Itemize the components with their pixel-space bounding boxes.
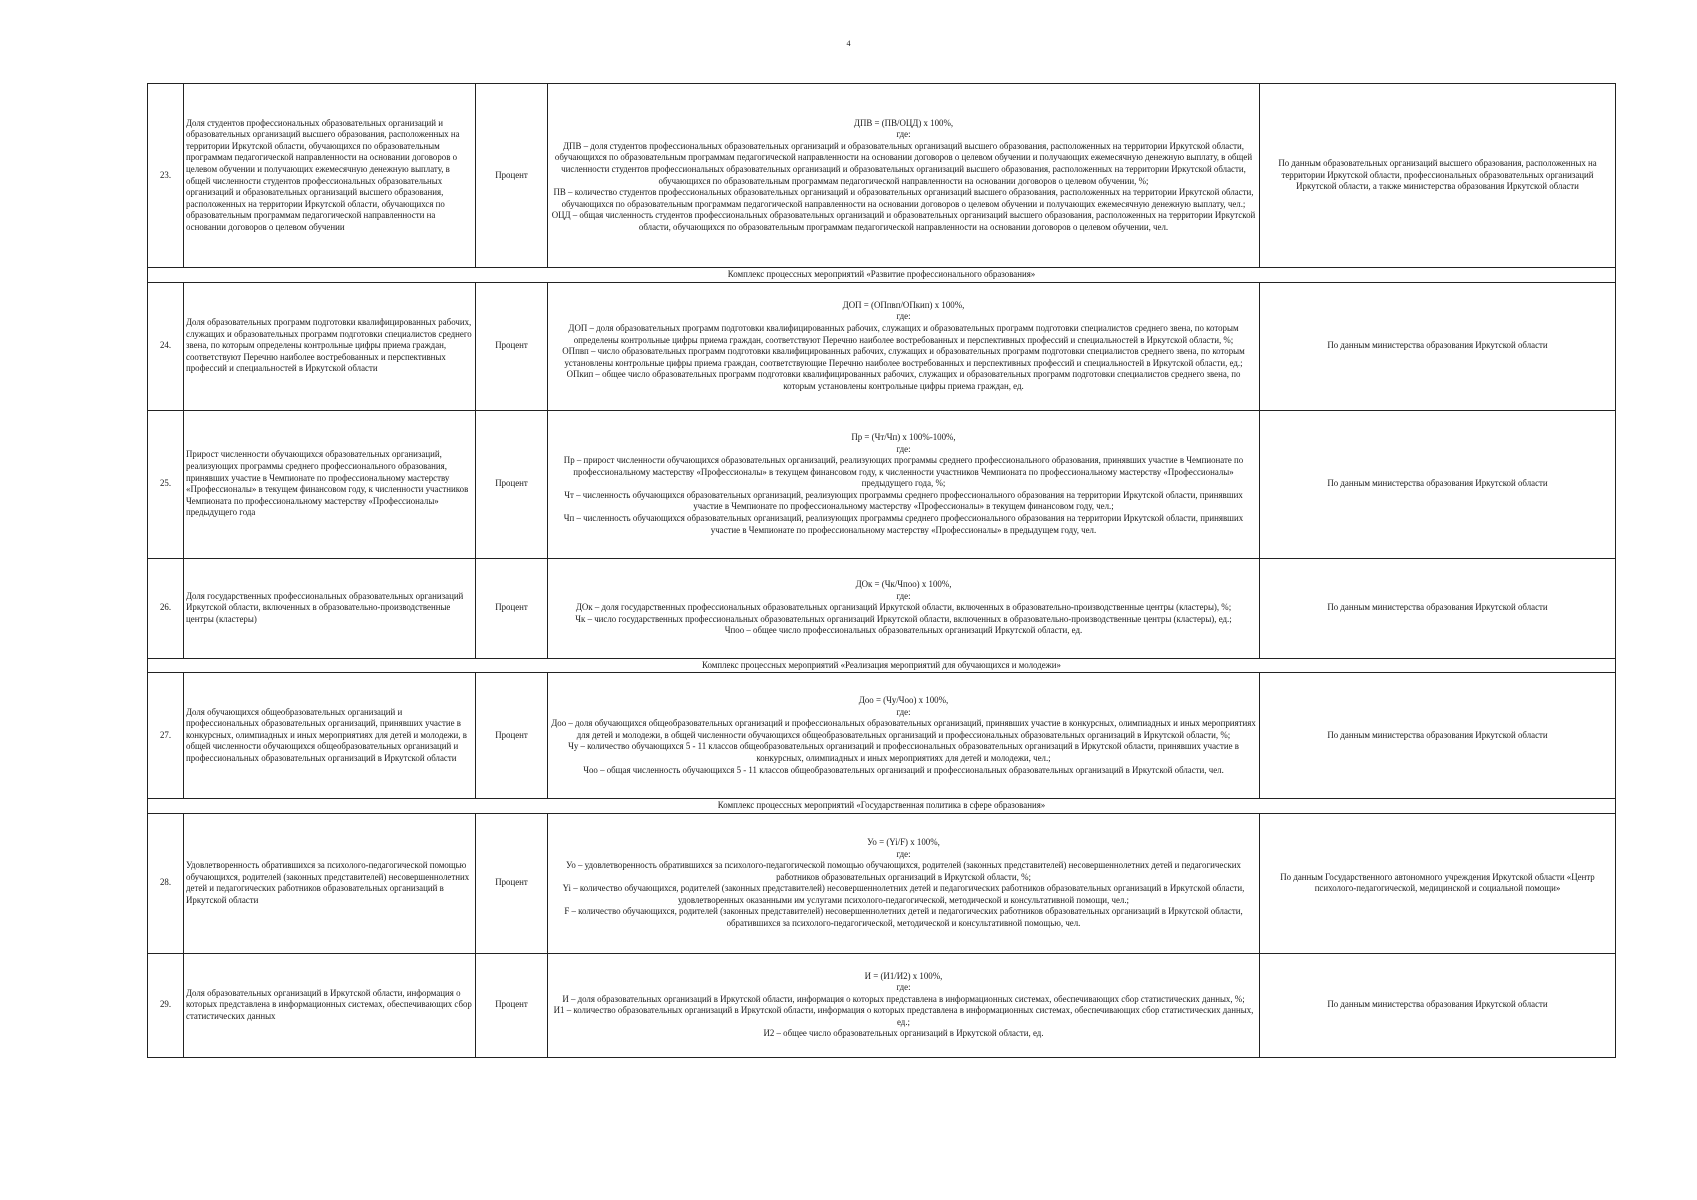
section-row [148,268,1616,283]
section-title: Комплекс процессных мероприятий «Государственная политика в сфере образования» [148,799,1616,814]
row-number: 25. [148,410,184,558]
indicator-name: Удовлетворенность обратившихся за психолого-педагогической помощью обучающихся, родителей (законных представителей) несовершеннолетних детей и педагогических работников образовательных организаций в Иркутской области [184,813,476,953]
formula-where: где: [896,311,911,322]
formula-definition: Чпоо – общее число профессиональных образовательных организаций Иркутской области, ед. [724,625,1083,636]
formula-cell [548,813,1260,953]
formula-expression: ДПВ = (ПВ/ОЦД) х 100%, [853,117,954,128]
formula-expression: Уо = (Yi/F) х 100%, [867,836,940,847]
page-number: 4 [846,39,851,48]
formula-where: где: [896,706,911,717]
data-source: По данным министерства образования Иркутской области [1260,558,1616,658]
table-row [148,953,1616,1057]
formula-cell [548,282,1260,410]
formula-cell [548,673,1260,799]
indicator-name: Доля государственных профессиональных образовательных организаций Иркутской области, включенных в образовательно-производственные центры (кластеры) [184,558,476,658]
row-number: 26. [148,558,184,658]
data-source: По данным министерства образования Иркутской области [1260,282,1616,410]
indicator-name: Доля образовательных организаций в Иркутской области, информация о которых представлена в информационных системах, обеспечивающих сбор статистических данных [184,953,476,1057]
formula-definition: ДОП – доля образовательных программ подготовки квалифицированных рабочих, служащих и образовательных программ подготовки специалистов среднего звена, по которым определены контрольные цифры приема граждан, соответствуют Перечню наиболее востребованных и перспективных профессий и специальностей в Иркутской области, %; [568,322,1239,345]
unit-of-measure: Процент [476,558,548,658]
formula-where: где: [896,129,911,140]
unit-of-measure: Процент [476,673,548,799]
formula-definition: Чп – численность обучающихся образовательных организаций, реализующих программы среднего профессионального образования на территории Иркутской области, принявших участие в Чемпионате по профессиональному мастерству «Профессионалы» в предыдущем году, чел. [563,513,1244,535]
section-row [148,658,1616,673]
table-row [148,813,1616,953]
indicators-table [147,83,1616,1058]
table-row [148,282,1616,410]
formula-definition: ДПВ – доля студентов профессиональных образовательных организаций и образовательных организаций высшего образования, расположенных на территории Иркутской области, обучающихся по образовательным программам педагогической направленности на основании договоров о целевом обучении и получающих ежемесячную денежную выплату, в общей численности студентов профессиональных образовательных организаций и образовательных организаций высшего образования, расположенных на территории Иркутской области, обучающихся по образовательным программам педагогической направленности на основании договоров о целевом обучении, %; [554,140,1253,186]
unit-of-measure: Процент [476,84,548,268]
formula-definition: ОПпвп – число образовательных программ подготовки квалифицированных рабочих, служащих и образовательных программ подготовки специалистов среднего звена, по которым установлены контрольные цифры приема граждан, соответствующие Перечню наиболее востребованных и перспективных профессий и специальностей в Иркутской области, ед.; [562,346,1245,368]
formula-definition: И – доля образовательных организаций в Иркутской области, информация о которых представлена в информационных системах, обеспечивающих сбор статистических данных, %; [562,993,1245,1004]
data-source: По данным министерства образования Иркутской области [1260,953,1616,1057]
row-number: 27. [148,673,184,799]
table-row [148,673,1616,799]
formula-expression: Пр = (Чт/Чп) х 100%-100%, [851,431,956,442]
data-source: По данным Государственного автономного учреждения Иркутской области «Центр психолого-педагогической, медицинской и социальной помощи» [1260,813,1616,953]
formula-definition: Чт – численность обучающихся образовательных организаций, реализующих программы среднего профессионального образования на территории Иркутской области, принявших участие в Чемпионате по профессиональному мастерству «Профессионалы» в текущем финансовом году, чел.; [564,489,1243,512]
unit-of-measure: Процент [476,813,548,953]
formula-expression: Доо = (Чу/Чоо) х 100%, [858,695,949,706]
section-title: Комплекс процессных мероприятий «Развитие профессионального образования» [148,268,1616,283]
row-number: 23. [148,84,184,268]
formula-where: где: [896,443,911,454]
formula-definition: Пр – прирост численности обучающихся образовательных организаций, реализующих программы среднего профессионального образования, принявших участие в Чемпионате по профессиональному мастерству «Профессионалы» в текущем финансовом году, к численности участников Чемпионата по профессиональному мастерству «Профессионалы» предыдущего года, %; [563,455,1244,489]
formula-definition: ОПкип – общее число образовательных программ подготовки квалифицированных рабочих, служащих и образовательных программ подготовки специалистов среднего звена, по которым установлены контрольные цифры приема граждан, ед. [566,369,1241,391]
unit-of-measure: Процент [476,953,548,1057]
row-number: 28. [148,813,184,953]
row-number: 29. [148,953,184,1057]
formula-definition: Чк – число государственных профессиональных образовательных организаций Иркутской области, включенных в образовательно-производственные центры (кластеры), ед.; [575,613,1232,624]
formula-cell [548,558,1260,658]
data-source: По данным образовательных организаций высшего образования, расположенных на территории Иркутской области, профессиональных образовательных организаций Иркутской области, а также министерства образования Иркутской области [1260,84,1616,268]
section-title: Комплекс процессных мероприятий «Реализация мероприятий для обучающихся и молодежи» [148,658,1616,673]
table-row [148,84,1616,268]
formula-definition: Yi – количество обучающихся, родителей (законных представителей) несовершеннолетних детей и педагогических работников образовательных организаций в Иркутской области, удовлетворенных оказанными им услугами психолого-педагогической, методической и консультативной помощи, чел.; [562,883,1245,905]
indicator-name: Доля студентов профессиональных образовательных организаций и образовательных организаций высшего образования, расположенных на территории Иркутской области, обучающихся по образовательным программам педагогической направленности на основании договоров о целевом обучении и получающих ежемесячную денежную выплату, в общей численности студентов профессиональных образовательных организаций и образовательных организаций высшего образования, расположенных на территории Иркутской области, обучающихся по образовательным программам педагогической направленности на основании договоров о целевом обучении [184,84,476,268]
indicator-name: Прирост численности обучающихся образовательных организаций, реализующих программы среднего профессионального образования, принявших участие в Чемпионате по профессиональному мастерству «Профессионалы» в текущем финансовом году, к численности участников Чемпионата по профессиональному мастерству «Профессионалы» предыдущего года [184,410,476,558]
formula-cell [548,410,1260,558]
formula-where: где: [896,982,911,993]
row-number: 24. [148,282,184,410]
formula-definition: Доо – доля обучающихся общеобразовательных организаций и профессиональных образовательных организаций, принявших участие в конкурсных, олимпиадных и иных мероприятиях для детей и молодежи, в общей численности обучающихся общеобразовательных организаций и профессиональных образовательных организаций в Иркутской области, %; [551,718,1256,740]
unit-of-measure: Процент [476,410,548,558]
formula-definition: И1 – количество образовательных организаций в Иркутской области, информация о которых представлена в информационных системах, обеспечивающих сбор статистических данных, ед.; [553,1005,1254,1027]
formula-cell [548,84,1260,268]
table-row [148,558,1616,658]
data-source: По данным министерства образования Иркутской области [1260,410,1616,558]
data-source: По данным министерства образования Иркутской области [1260,673,1616,799]
formula-definition: И2 – общее число образовательных организаций в Иркутской области, ед. [763,1028,1044,1039]
section-row [148,799,1616,814]
formula-definition: ОЦД – общая численность студентов профессиональных образовательных организаций и образовательных организаций высшего образования, расположенных на территории Иркутской области, обучающихся по образовательным программам педагогической направленности на основании договоров о целевом обучении, чел. [551,210,1256,232]
formula-expression: И = (И1/И2) х 100%, [864,970,943,981]
table-row [148,410,1616,558]
indicator-name: Доля обучающихся общеобразовательных организаций и профессиональных образовательных организаций, принявших участие в конкурсных, олимпиадных и иных мероприятиях для детей и молодежи, в общей численности обучающихся общеобразовательных организаций и профессиональных образовательных организаций в Иркутской области [184,673,476,799]
formula-definition: Чу – количество обучающихся 5 - 11 классов общеобразовательных организаций и профессиональных образовательных организаций в Иркутской области, принявших участие в конкурсных, олимпиадных и иных мероприятиях для детей и молодежи, чел.; [568,741,1239,764]
formula-where: где: [896,590,911,601]
formula-definition: ПВ – количество студентов профессиональных образовательных организаций и образовательных организаций высшего образования, расположенных на территории Иркутской области, обучающихся по образовательным программам педагогической направленности на основании договоров о целевом обучении и получающих ежемесячную денежную выплату, чел.; [553,187,1254,209]
formula-expression: ДОП = (ОПпвп/ОПкип) х 100%, [842,299,965,310]
indicator-name: Доля образовательных программ подготовки квалифицированных рабочих, служащих и образовательных программ подготовки специалистов среднего звена, по которым определены контрольные цифры приема граждан, соответствуют Перечню наиболее востребованных и перспективных профессий и специальностей в Иркутской области [184,282,476,410]
formula-definition: Чоо – общая численность обучающихся 5 - 11 классов общеобразовательных организаций и профессиональных образовательных организаций в Иркутской области, чел. [583,764,1224,775]
formula-expression: ДОк = (Чк/Чпоо) х 100%, [855,579,952,590]
formula-definition: F – количество обучающихся, родителей (законных представителей) несовершеннолетних детей и педагогических работников образовательных организаций в Иркутской области, обратившихся за психолого-педагогической, методической и консультативной помощью, чел. [564,906,1243,928]
formula-cell [548,953,1260,1057]
formula-definition: Уо – удовлетворенность обратившихся за психолого-педагогической помощью обучающихся, родителей (законных представителей) несовершеннолетних детей и педагогических работников образовательных организаций в Иркутской области, %; [566,860,1241,882]
unit-of-measure: Процент [476,282,548,410]
formula-where: где: [896,848,911,859]
formula-definition: ДОк – доля государственных профессиональных образовательных организаций Иркутской области, включенных в образовательно-производственные центры (кластеры), %; [575,602,1232,613]
